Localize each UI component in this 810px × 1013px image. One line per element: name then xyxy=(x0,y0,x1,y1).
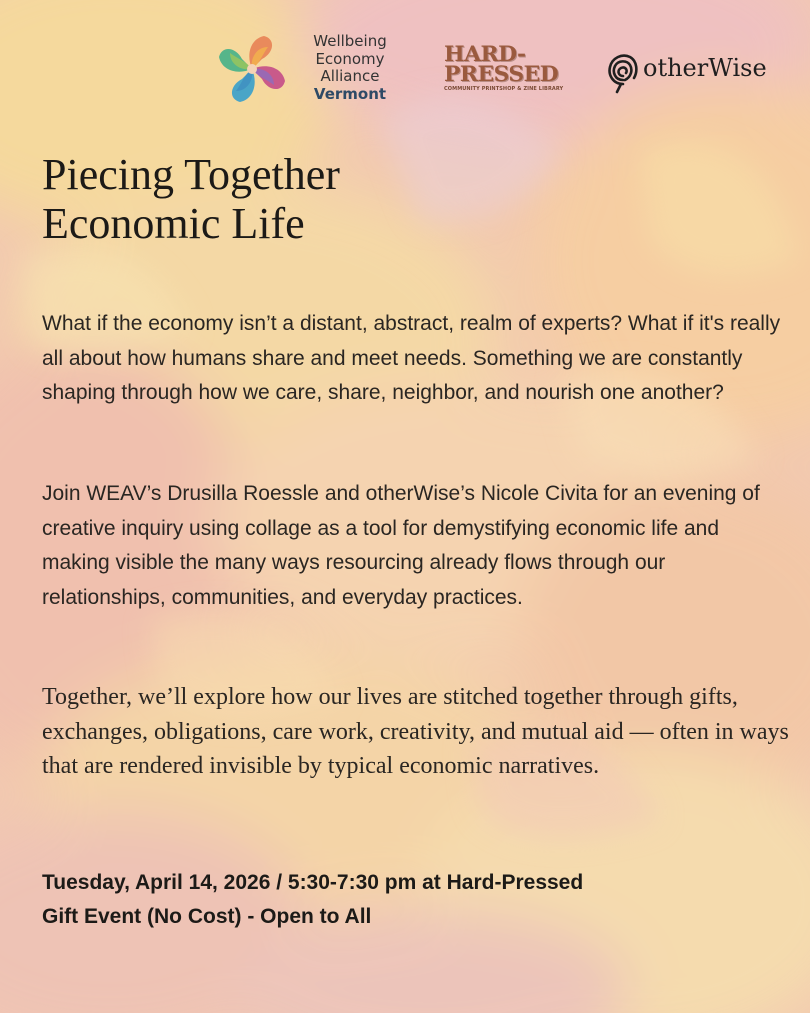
intro-paragraph: What if the economy isn’t a distant, abstract, realm of experts? What if it's really all about how humans share and meet needs. Something we are constantly shaping through how we care, share, neighbor, and nourish one another? xyxy=(42,312,781,404)
hard-pressed-title-line-1: HARD- xyxy=(444,41,526,66)
page-title xyxy=(42,150,642,248)
exploration-paragraph: Together, we’ll explore how our lives are stitched together through gifts, exchanges, obligations, care work, creativity, and mutual aid — often in ways that are rendered invisible by typical economic narratives. xyxy=(42,684,789,779)
weav-line-3: Alliance xyxy=(320,67,380,85)
event-date-time: Tuesday, April 14, 2026 / 5:30-7:30 pm at Hard-Pressed xyxy=(42,871,584,894)
hard-pressed-title xyxy=(444,41,564,86)
event-cost: Gift Event (No Cost) - Open to All xyxy=(42,905,372,928)
weav-line-1: Wellbeing xyxy=(313,32,387,50)
weav-wordmark xyxy=(304,33,396,103)
weav-logo xyxy=(216,32,406,108)
weav-line-4: Vermont xyxy=(313,84,387,103)
title-line-1: Piecing Together xyxy=(42,150,340,199)
hard-pressed-logo xyxy=(444,41,564,96)
weav-line-2: Economy xyxy=(315,49,385,68)
hard-pressed-subtitle: COMMUNITY PRINTSHOP & ZINE LIBRARY xyxy=(444,86,564,92)
partner-logos xyxy=(0,30,810,110)
title-line-2: Economic Life xyxy=(42,199,305,248)
invitation-paragraph: Join WEAV’s Drusilla Roessle and otherWise’s Nicole Civita for an evening of creative inquiry using collage as a tool for demystifying economic life and making visible the many ways resourcing already flows through our relationships, communities, and everyday practices. xyxy=(42,482,760,609)
otherwise-wordmark: otherWise xyxy=(643,54,767,82)
spiral-swirl-icon xyxy=(607,50,639,94)
hard-pressed-title-line-2: PRESSED xyxy=(444,61,559,86)
event-details xyxy=(42,866,583,934)
spiral-pinwheel-icon xyxy=(216,32,288,104)
